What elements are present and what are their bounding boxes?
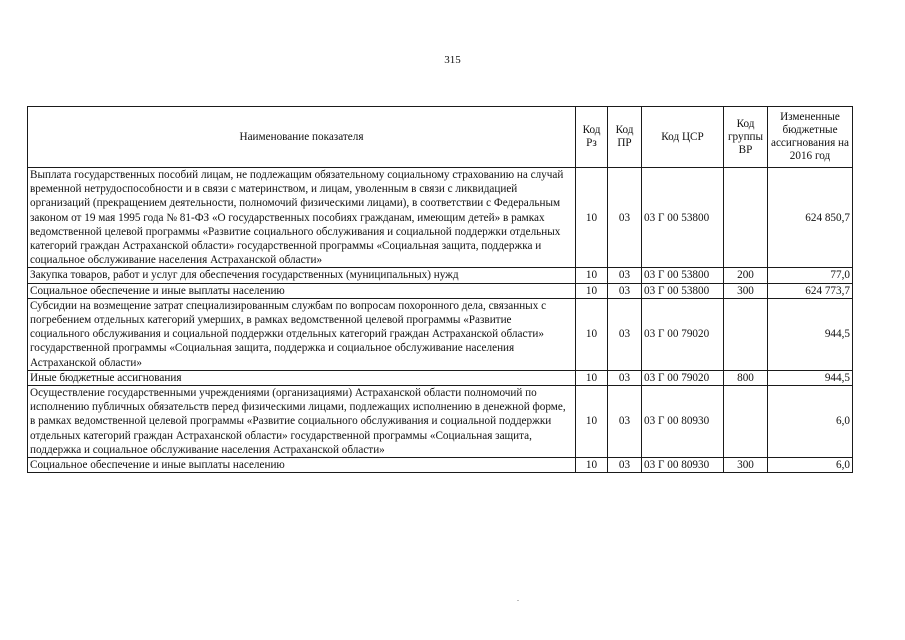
row-name: Субсидии на возмещение затрат специализированным службам по вопросам похоронного дела, связанных с погребением отдельных категорий умерших, в рамках ведомственной целевой программы «Развитие социального обслуживания и социальной поддержки отдельных категорий граждан Астраханской области» государственной программы «Социальная защита, поддержка и социальное обслуживание населения Астраханской области» (28, 298, 576, 370)
row-csr: 03 Г 00 53800 (642, 268, 724, 283)
row-amount: 624 850,7 (768, 168, 853, 268)
table-row (28, 386, 853, 458)
row-pr: 03 (608, 268, 642, 283)
row-amount: 77,0 (768, 268, 853, 283)
header-vr: Код группы ВР (724, 107, 768, 168)
table-row (28, 268, 853, 283)
row-amount: 6,0 (768, 386, 853, 458)
row-vr (724, 386, 768, 458)
table-row (28, 168, 853, 268)
row-csr: 03 Г 00 79020 (642, 298, 724, 370)
table-row (28, 370, 853, 385)
row-csr: 03 Г 00 80930 (642, 386, 724, 458)
row-amount: 6,0 (768, 458, 853, 473)
table-header-row (28, 107, 853, 168)
row-pr: 03 (608, 168, 642, 268)
row-rz: 10 (576, 386, 608, 458)
row-rz: 10 (576, 458, 608, 473)
row-rz: 10 (576, 298, 608, 370)
row-pr: 03 (608, 370, 642, 385)
row-pr: 03 (608, 386, 642, 458)
scan-artifact (517, 600, 519, 601)
row-rz: 10 (576, 268, 608, 283)
row-csr: 03 Г 00 53800 (642, 168, 724, 268)
row-vr (724, 298, 768, 370)
header-csr: Код ЦСР (642, 107, 724, 168)
row-csr: 03 Г 00 53800 (642, 283, 724, 298)
row-rz: 10 (576, 283, 608, 298)
row-vr: 300 (724, 283, 768, 298)
row-amount: 624 773,7 (768, 283, 853, 298)
row-amount: 944,5 (768, 298, 853, 370)
header-amount: Измененные бюджетные ассигнования на 2016 год (768, 107, 853, 168)
row-vr (724, 168, 768, 268)
table-row (28, 283, 853, 298)
header-rz: Код Рз (576, 107, 608, 168)
header-name: Наименование показателя (28, 107, 576, 168)
row-rz: 10 (576, 168, 608, 268)
row-name: Закупка товаров, работ и услуг для обеспечения государственных (муниципальных) нужд (28, 268, 576, 283)
row-csr: 03 Г 00 79020 (642, 370, 724, 385)
row-amount: 944,5 (768, 370, 853, 385)
row-name: Выплата государственных пособий лицам, не подлежащим обязательному социальному страхованию на случай временной нетрудоспособности и в связи с материнством, и лицам, уволенным в связи с ликвидацией организаций (прекращением деятельности, полномочий физическими лицами), в соответствии с Федеральным законом от 19 мая 1995 года № 81-ФЗ «О государственных пособиях гражданам, имеющим детей» в рамках ведомственной целевой программы «Развитие социального обслуживания и социальной поддержки отдельных категорий граждан Астраханской области» государственной программы «Социальная защита, поддержка и социальное обслуживание населения Астраханской области» (28, 168, 576, 268)
row-rz: 10 (576, 370, 608, 385)
table-row (28, 458, 853, 473)
row-vr: 300 (724, 458, 768, 473)
row-pr: 03 (608, 458, 642, 473)
row-csr: 03 Г 00 80930 (642, 458, 724, 473)
row-pr: 03 (608, 298, 642, 370)
row-vr: 200 (724, 268, 768, 283)
row-name: Социальное обеспечение и иные выплаты населению (28, 283, 576, 298)
row-vr: 800 (724, 370, 768, 385)
header-pr: Код ПР (608, 107, 642, 168)
row-name: Осуществление государственными учреждениями (организациями) Астраханской области полномочий по исполнению публичных обязательств перед физическими лицами, подлежащих исполнению в денежной форме, в рамках ведомственной целевой программы «Развитие социального обслуживания и социальной поддержки отдельных категорий граждан Астраханской области» государственной программы «Социальная защита, поддержка и социальное обслуживание населения Астраханской области» (28, 386, 576, 458)
row-name: Социальное обеспечение и иные выплаты населению (28, 458, 576, 473)
row-name: Иные бюджетные ассигнования (28, 370, 576, 385)
budget-table (27, 106, 853, 473)
table-row (28, 298, 853, 370)
row-pr: 03 (608, 283, 642, 298)
page-number: 315 (444, 54, 461, 66)
